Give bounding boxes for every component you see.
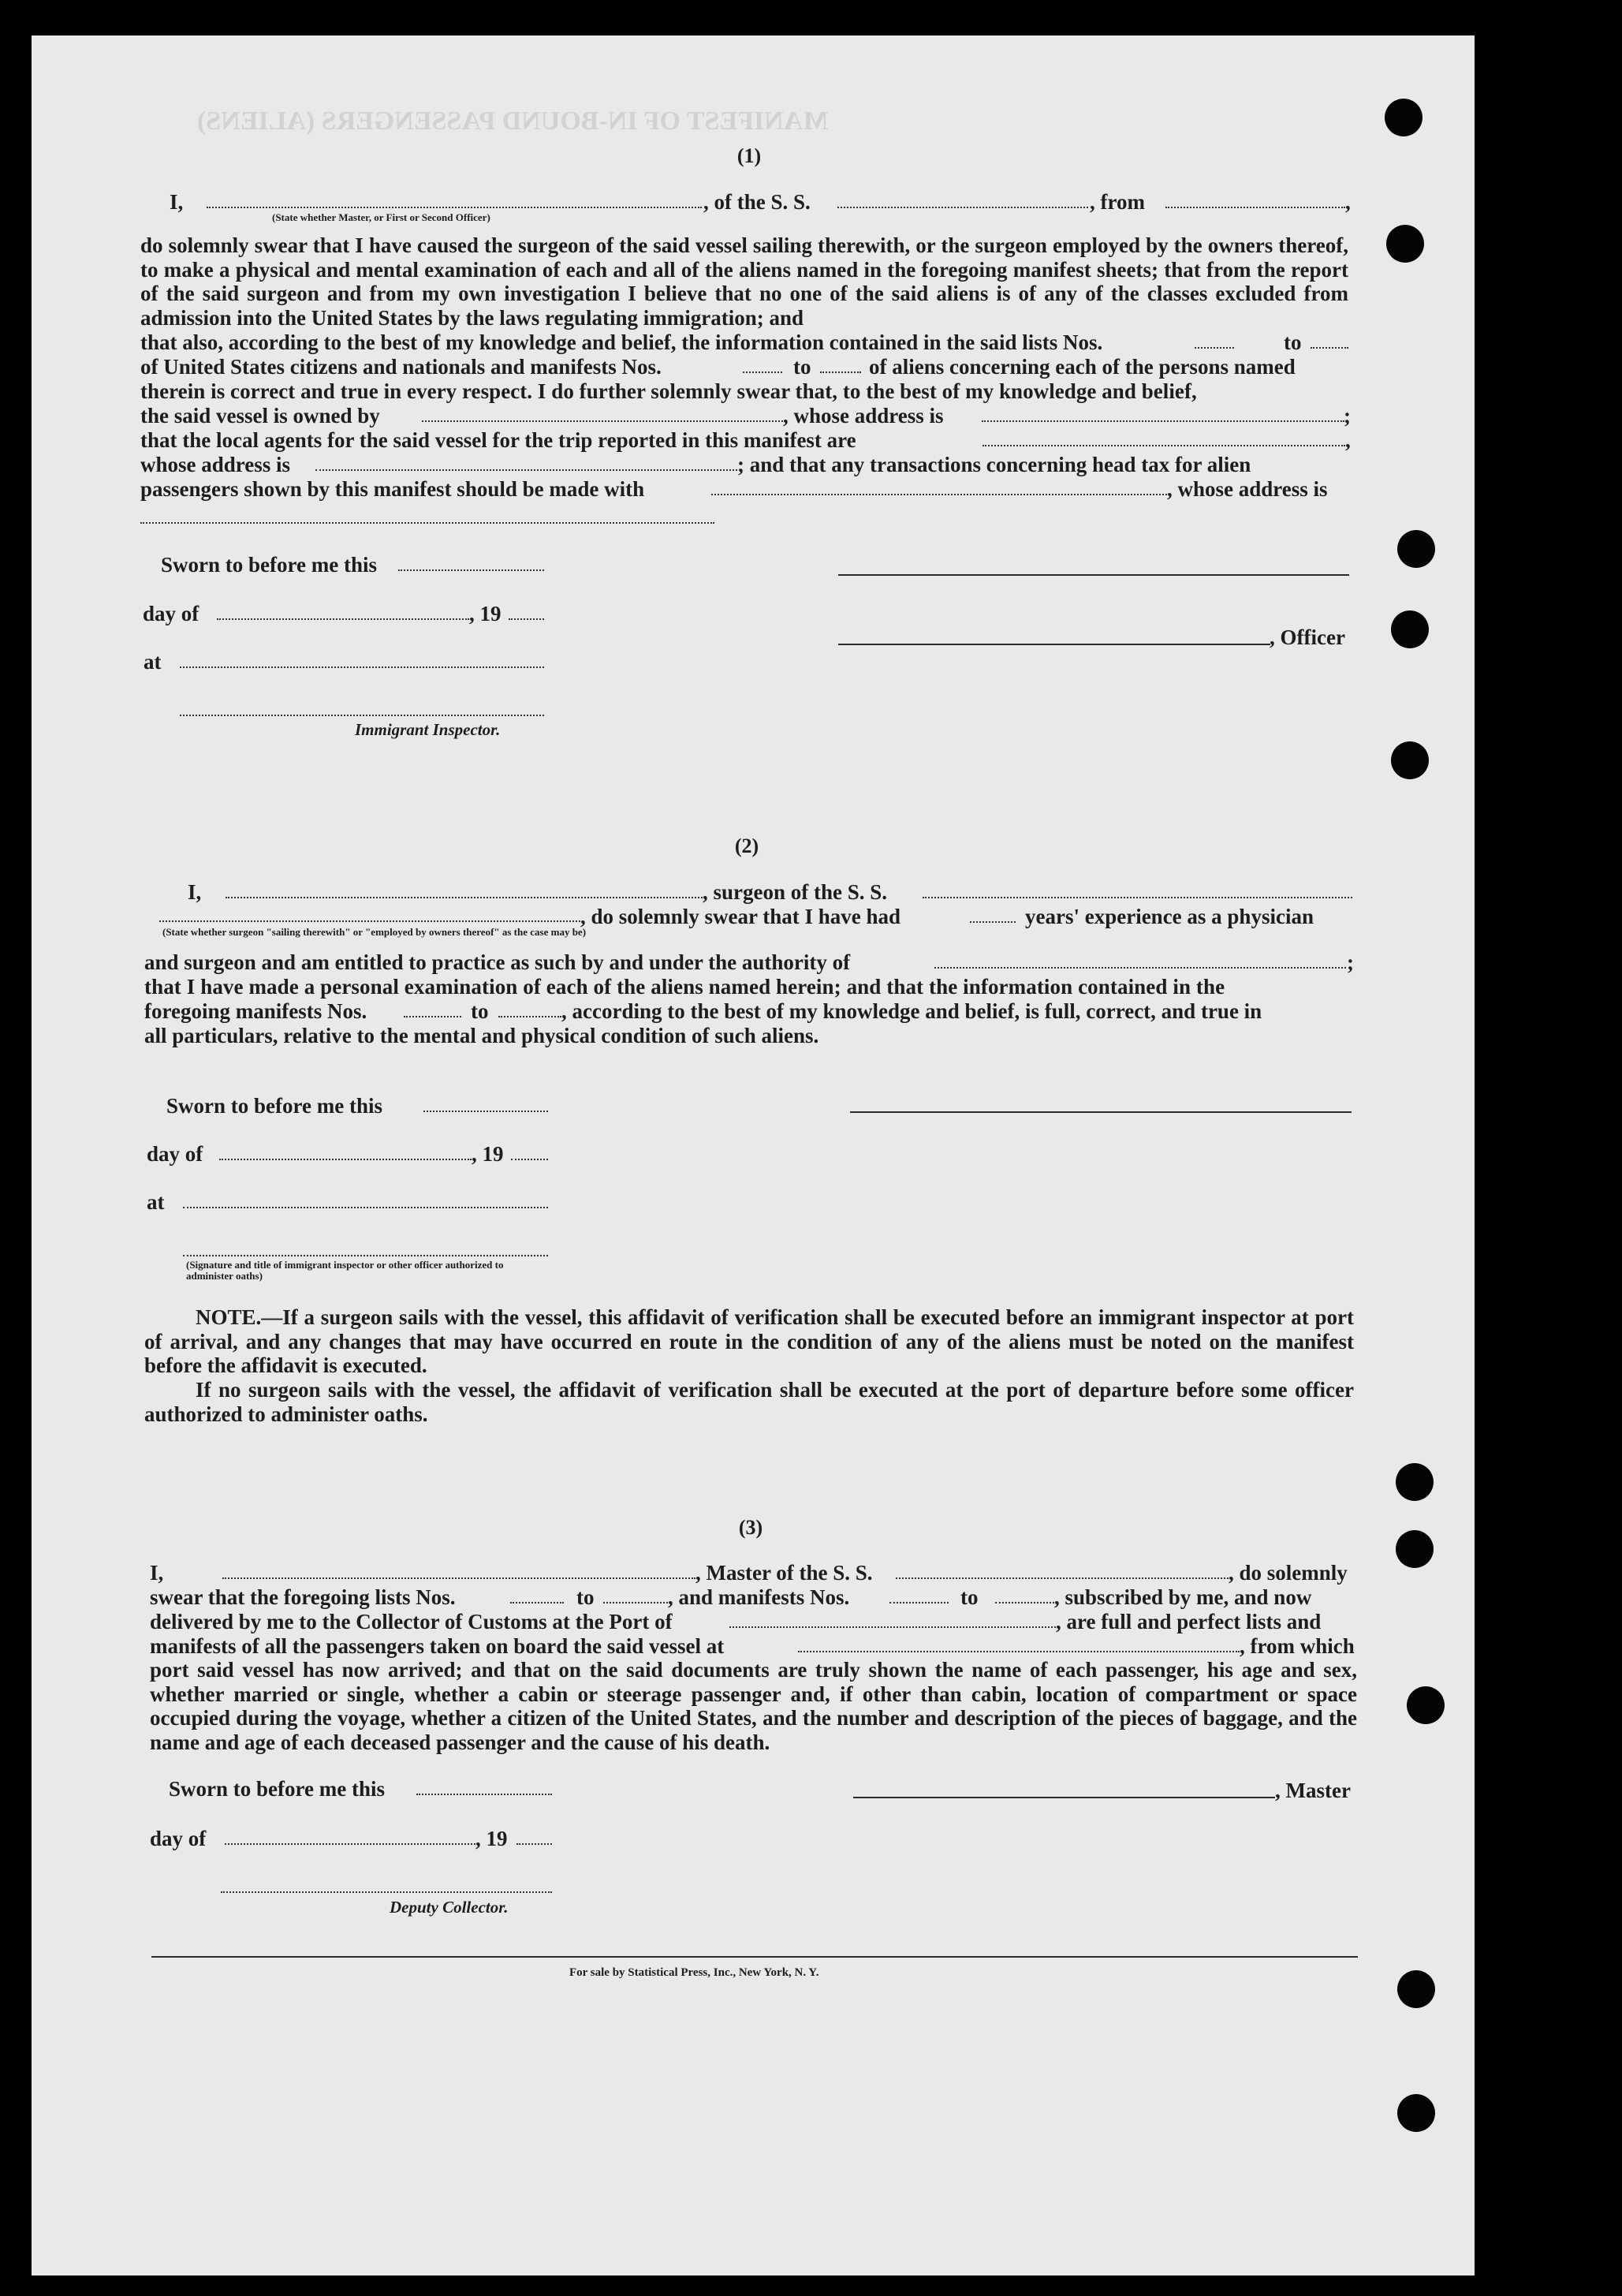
full-perfect-label: , are full and perfect lists and [1056,1610,1322,1633]
footer-rule [151,1956,1358,1958]
punch-hole [1397,2094,1435,2132]
surgeon-swear-label: , do solemnly swear that I have had [580,905,901,928]
at-label-2: at [147,1190,165,1214]
swear-lists-label: swear that the foregoing lists Nos. [150,1585,456,1609]
punch-hole [1396,1463,1434,1501]
surgeon-signature-line[interactable] [850,1111,1352,1113]
surgeon-to-label: to [471,999,489,1023]
sworn-label-1: Sworn to before me this [161,553,377,577]
punch-hole [1397,1970,1435,2008]
sworn-label-3: Sworn to before me this [169,1777,385,1801]
oath-i: I, [170,190,184,214]
day-of-label-3: day of [150,1827,207,1850]
at-label-1: at [144,650,162,674]
lists-nos-to-field[interactable] [1311,347,1348,349]
year-field-2[interactable] [511,1159,548,1160]
section-3-body: port said vessel has now arrived; and that on the said documents are truly shown the name of each passenger, his age and sex, whether married or single, whether a cabin or steerage passenger and, if other than cabin, location of compartment or space occupied during the voyage, whether a citizen of the United States, and the number and description of the pieces of baggage, and the name and age of each deceased passenger and the cause of his death. [150,1658,1357,1754]
comma: , [1345,428,1351,452]
agents-address-label: whose address is [140,453,291,476]
manifests-nos-to-field[interactable] [820,371,861,373]
surgeon-note [144,1305,1354,1378]
subscribed-label: , subscribed by me, and now [1054,1585,1312,1609]
and-manifests-label: , and manifests Nos. [668,1585,850,1609]
owner-field[interactable] [422,420,783,422]
punch-hole [1397,530,1435,568]
to-label: to [1284,330,1302,354]
sworn-day-field-1[interactable] [398,569,544,571]
lists-nos-label: that also, according to the best of my knowledge and belief, the information contained in the said lists Nos. [140,330,1103,354]
master-manifests-from-field[interactable] [889,1602,949,1603]
at-place-field-2[interactable] [183,1207,548,1208]
year-field-3[interactable] [516,1843,552,1845]
whose-address-label-2: , whose address is [1167,477,1328,501]
section-2-body-1: that I have made a personal examination of each of the aliens named herein; and that the information contained in the [144,975,1225,999]
punch-hole [1385,99,1423,136]
section-2-body-2: all particulars, relative to the mental and physical condition of such aliens. [144,1024,819,1047]
citizens-manifests-label: of United States citizens and nationals and manifests Nos. [140,355,662,379]
immigrant-inspector-label: Immigrant Inspector. [355,720,501,739]
day-of-month-field-3[interactable] [225,1843,475,1845]
punch-hole [1386,225,1424,263]
note-label: NOTE. [196,1305,262,1329]
line-end-comma: , [1345,190,1351,214]
lists-nos-from-field[interactable] [1195,347,1234,349]
years-experience-field[interactable] [970,921,1016,923]
surgeon-note-2: If no surgeon sails with the vessel, the affidavit of verification shall be executed at the port of departure before some officer authorized to administer oaths. [144,1378,1354,1426]
master-signature-line[interactable] [853,1797,1275,1798]
master-lists-to-field[interactable] [603,1602,668,1603]
do-solemnly-label: , do solemnly [1229,1561,1348,1585]
master-name-field[interactable] [222,1577,695,1579]
from-which-label: , from which [1240,1634,1355,1658]
vessel-name-field[interactable] [837,207,1088,208]
footer-imprint: For sale by Statistical Press, Inc., New York, N. Y. [569,1966,819,1979]
section-1-body-p2: therein is correct and true in every respect. I do further solemnly swear that, to the best of my knowledge and belief, [140,379,1197,403]
surgeon-manifest-to-field[interactable] [498,1016,561,1017]
aliens-label: of aliens concerning each of the persons named [869,355,1296,379]
surgeon-of-ss-label: , surgeon of the S. S. [703,880,888,904]
punch-hole [1391,741,1429,779]
passengers-made-with-label: passengers shown by this manifest should be made with [140,477,645,501]
to-label-2: to [793,355,811,379]
master-i: I, [150,1561,164,1585]
years-experience-label: years' experience as a physician [1025,905,1314,928]
surgeon-manifest-from-field[interactable] [404,1016,461,1017]
section-1-body-p1: do solemnly swear that I have caused the surgeon of the said vessel sailing therewith, or the surgeon employed by the owners thereof, to make a physical and mental examination of each and all of the aliens named in the foregoing manifest sheets; that from the report of the said surgeon and from my own investigation I believe that no one of the said aliens is of any of the classes excluded from admission into the United States by the laws regulating immigration; and [140,233,1348,330]
owner-address-field[interactable] [982,420,1344,422]
master-lists-from-field[interactable] [510,1602,564,1603]
manifests-all-label: manifests of all the passengers taken on board the said vessel at [150,1634,725,1658]
day-of-month-field-2[interactable] [219,1159,472,1160]
punch-hole [1407,1686,1445,1724]
authority-semicolon: ; [1347,950,1354,974]
year-field-1[interactable] [509,618,544,620]
officer-signature-field[interactable] [183,1255,548,1256]
sworn-day-field-2[interactable] [423,1111,548,1112]
day-of-label-2: day of [147,1142,203,1166]
officer-rank-note: (State whether Master, or First or Second Officer) [272,211,490,223]
signature-line-1[interactable] [838,574,1349,576]
agents-address-field[interactable] [315,469,737,471]
deputy-collector-label: Deputy Collector. [390,1898,509,1917]
master-to-label-2: to [960,1585,979,1609]
delivered-label: delivered by me to the Collector of Customs at the Port of [150,1610,673,1633]
day-of-month-field-1[interactable] [217,618,469,620]
of-the-ss-label: , of the S. S. [703,190,811,214]
boarded-at-field[interactable] [798,1651,1240,1652]
local-agents-label: that the local agents for the said vessel for the trip reported in this manifest are [140,428,856,452]
master-of-ss-label: , Master of the S. S. [695,1561,873,1585]
day-of-label-1: day of [143,602,199,625]
year-label-2: , 19 [472,1142,504,1166]
manifests-nos-from-field[interactable] [743,371,782,373]
semicolon: ; [1344,404,1351,427]
master-label: , Master [1275,1779,1351,1802]
authority-field[interactable] [934,967,1346,969]
at-place-field-1[interactable] [180,666,544,668]
section-2-heading: (2) [734,834,759,857]
sworn-label-2: Sworn to before me this [166,1094,382,1118]
from-label: , from [1090,190,1145,214]
owned-by-label: the said vessel is owned by [140,404,380,427]
signature-title-note: (Signature and title of immigrant inspector or other officer authorized to administer oaths) [186,1259,504,1282]
inspector-signature-field[interactable] [180,715,544,716]
port-of-field[interactable] [729,1626,1056,1628]
officer-signature-line[interactable] [838,644,1270,645]
authority-label: and surgeon and am entitled to practice as such by and under the authority of [144,950,851,974]
section-3-heading: (3) [738,1516,763,1539]
section-1-heading: (1) [736,144,762,167]
punch-hole [1391,610,1429,648]
surgeon-i: I, [188,880,202,904]
local-agents-field[interactable] [983,445,1345,446]
head-tax-label: ; and that any transactions concerning head tax for alien [737,453,1251,476]
surgeon-type-field[interactable] [159,920,580,922]
officer-rank-field[interactable] [207,207,702,208]
sworn-day-field-3[interactable] [416,1794,552,1795]
head-tax-agent-field[interactable] [711,494,1167,495]
surgeon-vessel-field[interactable] [923,897,1352,898]
master-vessel-field[interactable] [896,1577,1229,1579]
foregoing-manifests-label: foregoing manifests Nos. [144,999,367,1023]
surgeon-name-field[interactable] [226,897,703,898]
from-port-field[interactable] [1165,207,1345,208]
note-text: —If a surgeon sails with the vessel, this affidavit of verification shall be executed before an immigrant inspector at port of arrival, and any changes that may have occurred en route in the condition of any of the aliens must be noted on the manifest before the affidavit is executed. [144,1305,1354,1377]
deputy-collector-signature-field[interactable] [221,1891,552,1893]
officer-label: , Officer [1270,625,1345,649]
master-manifests-to-field[interactable] [995,1602,1054,1603]
year-label-1: , 19 [469,602,502,625]
whose-address-label: , whose address is [783,404,944,427]
punch-hole [1396,1530,1434,1568]
master-to-label: to [576,1585,595,1609]
surgeon-type-note: (State whether surgeon "sailing therewith" or "employed by owners thereof" as the case may be) [162,926,587,938]
according-label: , according to the best of my knowledge and belief, is full, correct, and true in [561,999,1262,1023]
head-tax-address-field[interactable] [140,522,714,524]
bleed-through-header: MANIFEST OF IN-BOUND PASSENGERS (ALIENS) [197,106,829,136]
year-label-3: , 19 [475,1827,508,1850]
